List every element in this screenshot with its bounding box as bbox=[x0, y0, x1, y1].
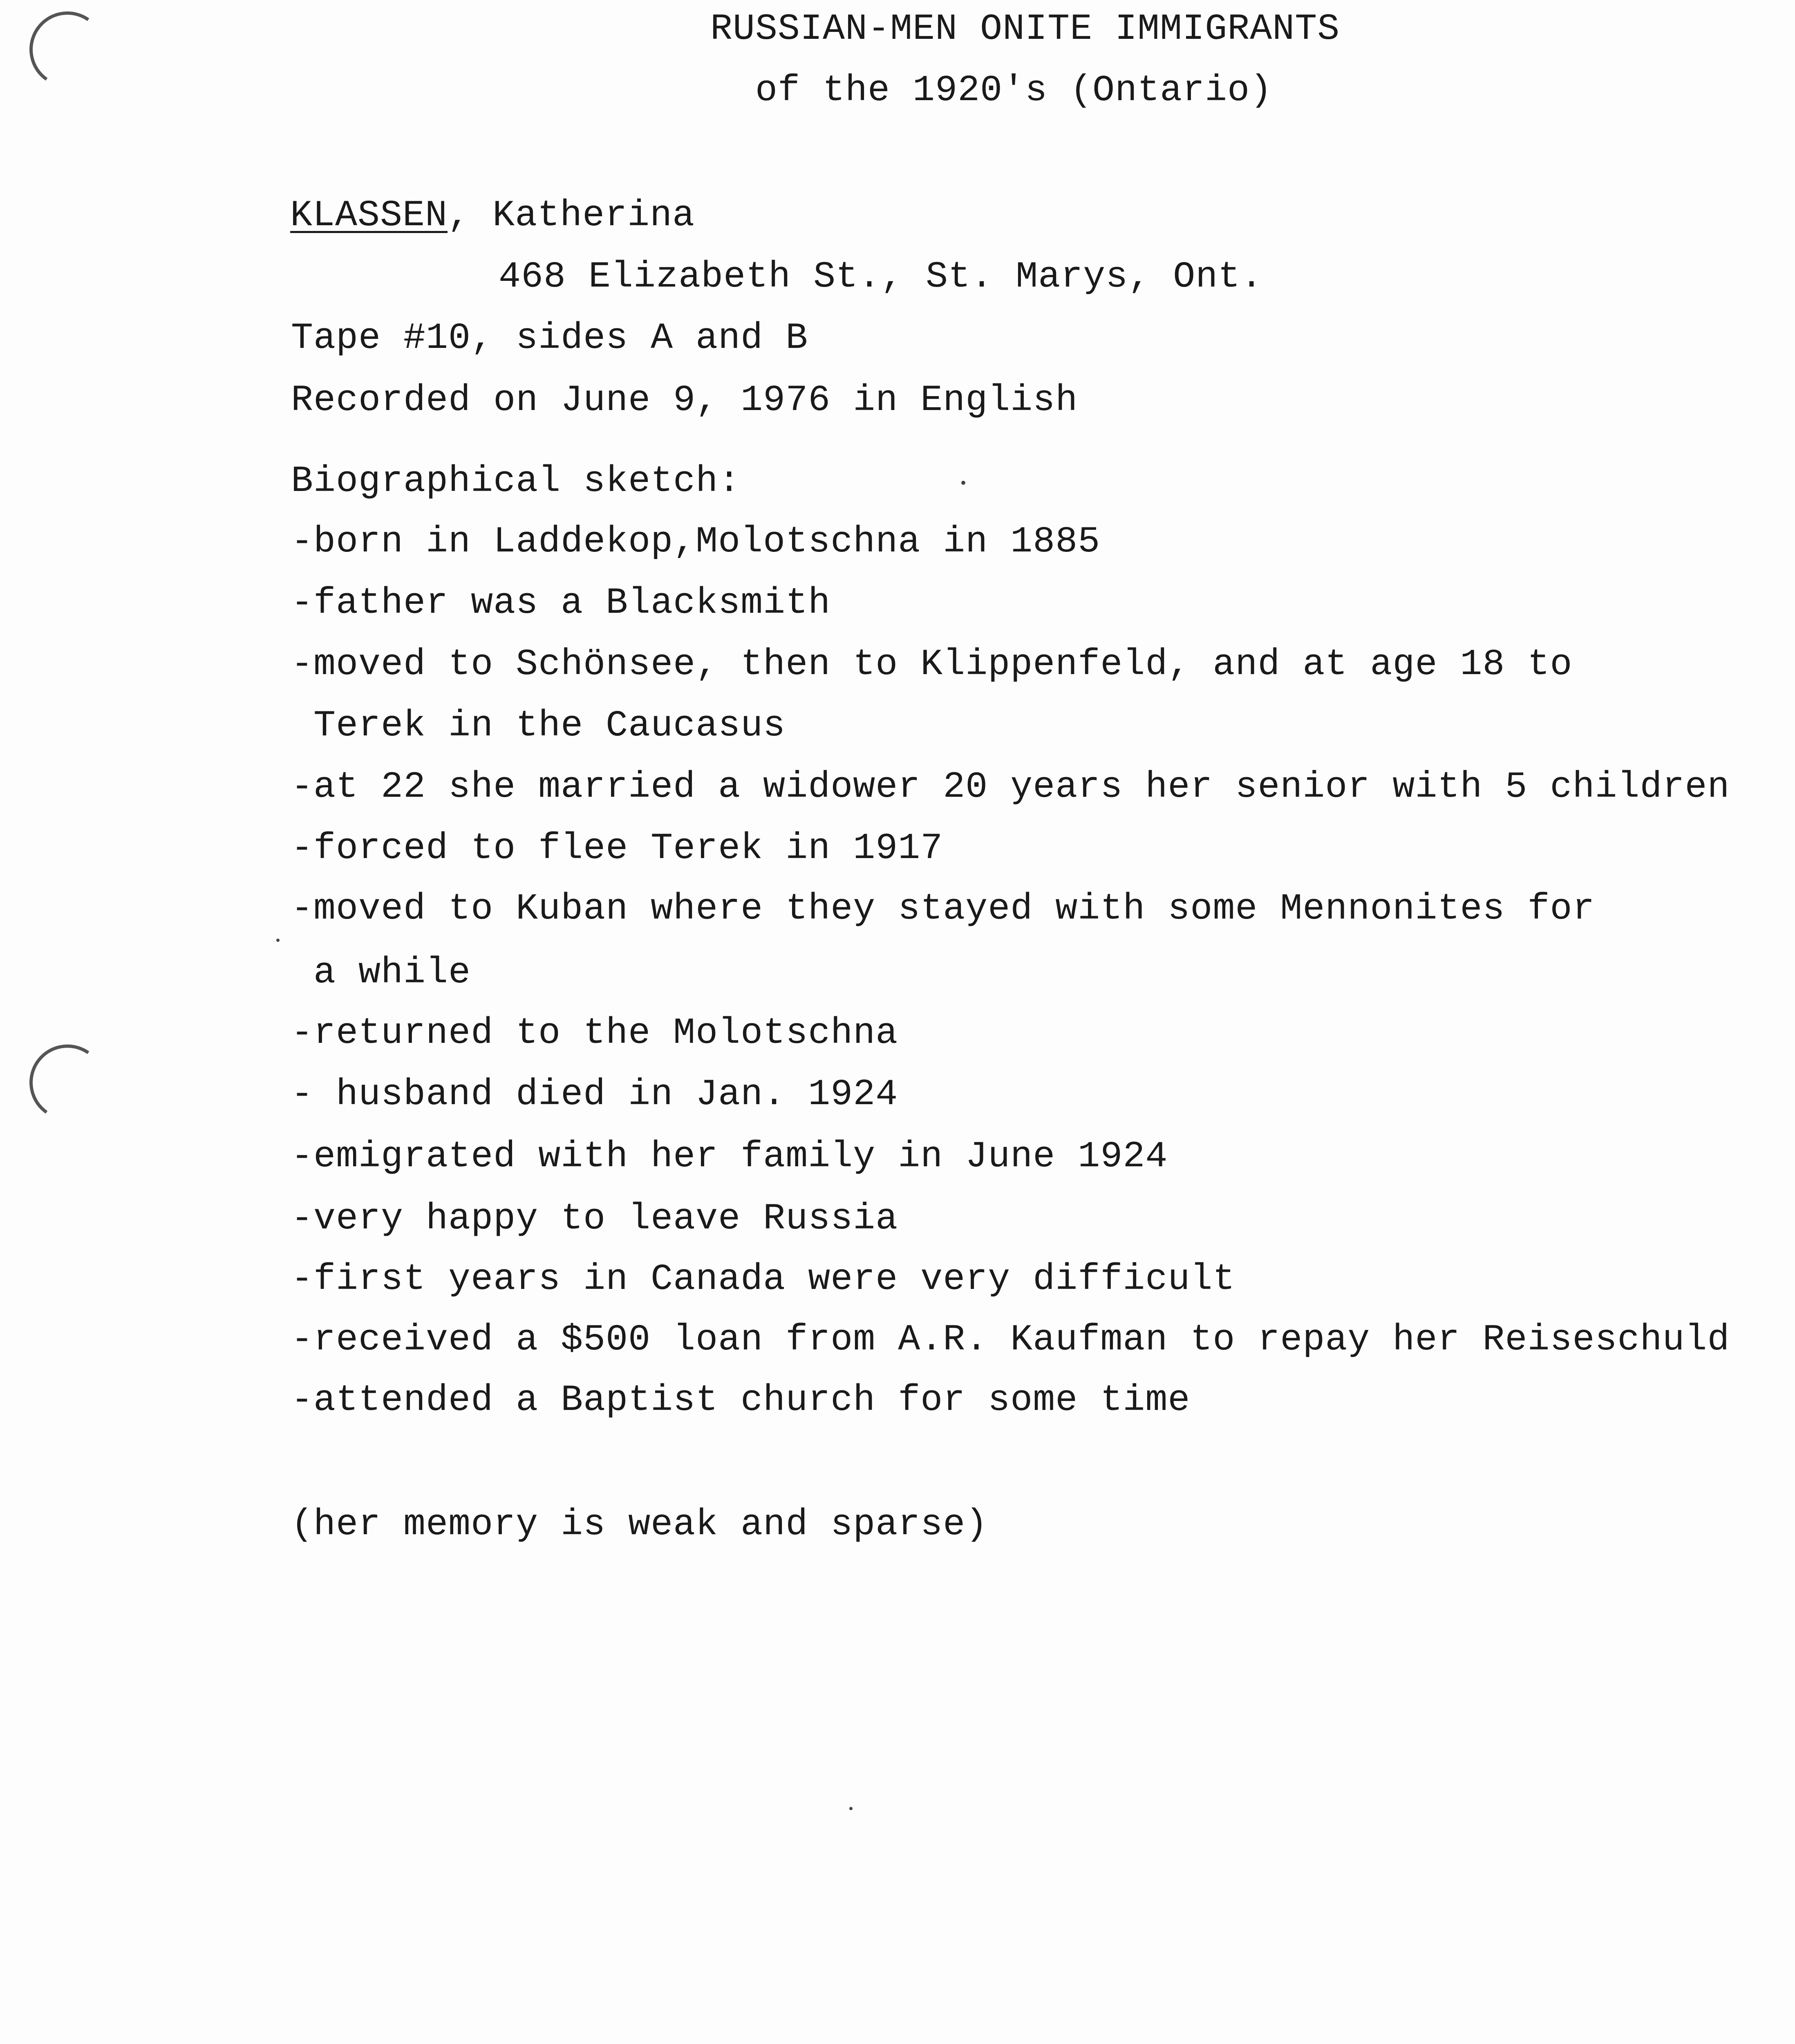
ink-speck bbox=[849, 1807, 853, 1810]
sketch-line: -received a $500 loan from A.R. Kaufman to repay her Reiseschuld bbox=[291, 1319, 1730, 1361]
sketch-line: -born in Laddekop,Molotschna in 1885 bbox=[291, 521, 1101, 563]
sketch-line: -moved to Kuban where they stayed with some Mennonites for bbox=[291, 888, 1595, 930]
sketch-line: Terek in the Caucasus bbox=[291, 705, 786, 747]
punch-hole-top bbox=[23, 5, 111, 93]
subject-name bbox=[290, 195, 695, 236]
sketch-line: -moved to Schönsee, then to Klippenfeld, and at age 18 to bbox=[291, 644, 1573, 686]
document-title-line1: RUSSIAN-MEN ONITE IMMIGRANTS bbox=[710, 9, 1340, 50]
ink-speck bbox=[276, 939, 280, 942]
sketch-line: -attended a Baptist church for some time bbox=[291, 1380, 1191, 1421]
sketch-line: -first years in Canada were very difficult bbox=[291, 1259, 1235, 1300]
sketch-line: - husband died in Jan. 1924 bbox=[291, 1074, 898, 1116]
subject-given-name: , Katherina bbox=[448, 195, 695, 237]
ink-speck bbox=[961, 481, 965, 485]
sketch-line: -forced to flee Terek in 1917 bbox=[291, 828, 943, 870]
subject-address: 468 Elizabeth St., St. Marys, Ont. bbox=[499, 256, 1263, 298]
sketch-line: -father was a Blacksmith bbox=[291, 583, 831, 624]
sketch-line: a while bbox=[291, 952, 471, 994]
tape-info: Tape #10, sides A and B bbox=[291, 318, 808, 359]
sketch-line: -emigrated with her family in June 1924 bbox=[291, 1136, 1168, 1178]
subject-surname: KLASSEN bbox=[290, 195, 448, 237]
sketch-line: -at 22 she married a widower 20 years her senior with 5 children bbox=[291, 766, 1730, 808]
punch-hole-middle bbox=[23, 1038, 111, 1126]
document-title-line2: of the 1920's (Ontario) bbox=[755, 70, 1273, 112]
sketch-heading: Biographical sketch: bbox=[291, 461, 741, 502]
memory-note: (her memory is weak and sparse) bbox=[291, 1504, 988, 1546]
recording-info: Recorded on June 9, 1976 in English bbox=[291, 380, 1078, 421]
sketch-line: -very happy to leave Russia bbox=[291, 1198, 898, 1240]
sketch-line: -returned to the Molotschna bbox=[291, 1013, 898, 1054]
